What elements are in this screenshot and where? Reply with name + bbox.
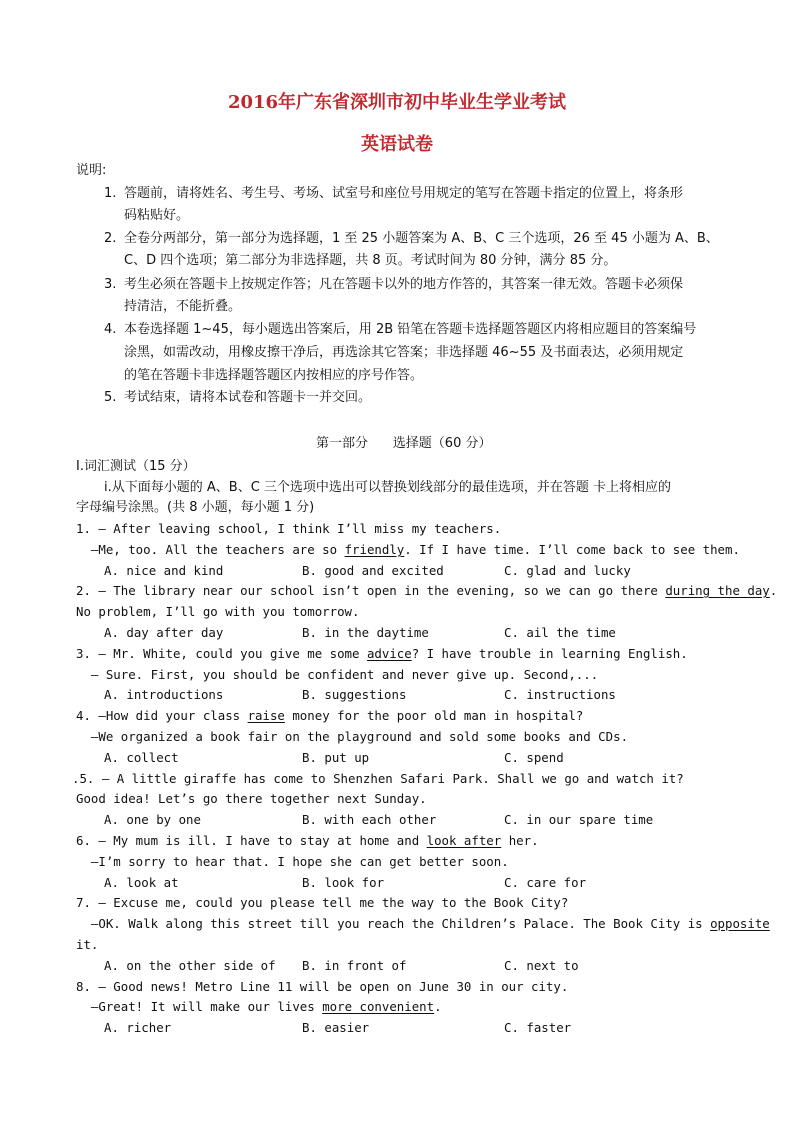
question-response: — Sure. First, you should be confident and never give up. Second,... [76,667,599,682]
option-b: B. with each other [302,812,437,827]
question-stem: 4. —How did your class raise money for the poor old man in hospital? [76,708,584,723]
option-a: A. nice and kind [104,563,224,578]
underlined-word: more convenient [322,999,435,1014]
underlined-word: advice [366,646,412,661]
question-stem: 6. — My mum is ill. I have to stay at home and look after her. [76,833,539,848]
option-b: B. in front of [302,958,407,973]
option-c: C. faster [504,1020,572,1035]
question-response: —OK. Walk along this street till you reach the Children’s Palace. The Book City is opposite [76,916,770,931]
part-heading: 第一部分 选择题（60 分） [316,436,492,451]
question-response: No problem, I’ll go with you tomorrow. [76,604,360,619]
underlined-word: friendly [344,542,405,557]
option-c: C. spend [504,750,564,765]
option-b: B. easier [302,1020,370,1035]
question-stem: 1. — After leaving school, I think I’ll miss my teachers. [76,521,502,536]
instruction-text: 考生必须在答题卡上按规定作答；凡在答题卡以外的地方作答的，其答案一律无效。答题卡必须保 [124,277,684,292]
option-c: C. in our spare time [504,812,654,827]
question-stem: 7. — Excuse me, could you please tell me the way to the Book City? [76,895,569,910]
underlined-word: opposite [710,916,770,931]
instructions-label: 说明: [76,163,107,178]
question-response: —We organized a book fair on the playground and sold some books and CDs. [76,729,629,744]
option-a: A. collect [104,750,179,765]
option-c: C. instructions [504,687,616,702]
option-c: C. ail the time [504,625,616,640]
question-response: Good idea! Let’s go there together next Sunday. [76,791,427,806]
underlined-word: during the day [665,583,770,598]
option-b: B. put up [302,750,370,765]
instruction-text: 涂黑，如需改动，用橡皮擦干净后，再选涂其它答案；非选择题 46~55 及书面表达，必须用规定 [124,345,684,360]
question-response: —Me, too. All the teachers are so friendly. If I have time. I’ll come back to see them. [76,542,740,557]
underlined-word: look after [426,833,502,848]
instruction-text: C、D 四个选项；第二部分为非选择题，共 8 页。考试时间为 80 分钟，满分 85 分。 [124,253,617,268]
instruction-text: 持清洁，不能折叠。 [124,299,242,314]
instruction-number: 1. [104,186,117,201]
question-continuation: it. [76,937,99,952]
section-directions: 字母编号涂黑。(共 8 小题，每小题 1 分) [76,500,315,515]
option-a: A. introductions [104,687,224,702]
instruction-text: 的笔在答题卡非选择题答题区内按相应的序号作答。 [124,368,424,383]
question-stem: 3. — Mr. White, could you give me some advice? I have trouble in learning English. [76,646,688,661]
section-heading: I.词汇测试（15 分） [76,459,196,474]
option-a: A. one by one [104,812,201,827]
question-response: —I’m sorry to hear that. I hope she can get better soon. [76,854,509,869]
exam-subtitle: 英语试卷 [361,134,433,155]
instruction-number: 3. [104,277,117,292]
option-b: B. look for [302,875,385,890]
instruction-text: 本卷选择题 1~45，每小题选出答案后，用 2B 铅笔在答题卡选择题答题区内将相应题目的答案编号 [124,322,697,337]
instruction-number: 5. [104,390,117,405]
exam-title: 2016年广东省深圳市初中毕业生学业考试 [227,92,567,113]
underlined-word: raise [247,708,285,723]
instruction-text: 考试结束，请将本试卷和答题卡一并交回。 [124,390,372,405]
section-directions: i.从下面每小题的 A、B、C 三个选项中选出可以替换划线部分的最佳选项，并在答题 卡上将相应的 [104,480,672,495]
instruction-text: 码粘贴好。 [124,208,190,223]
option-a: A. on the other side of [104,958,276,973]
option-a: A. day after day [104,625,224,640]
option-c: C. care for [504,875,587,890]
question-stem: 2. — The library near our school isn’t open in the evening, so we can go there during the day. [76,583,778,598]
option-c: C. glad and lucky [504,563,631,578]
option-b: B. good and excited [302,563,444,578]
option-a: A. richer [104,1020,172,1035]
option-b: B. in the daytime [302,625,429,640]
option-b: B. suggestions [302,687,407,702]
option-a: A. look at [104,875,179,890]
instruction-number: 2. [104,231,117,246]
option-c: C. next to [504,958,579,973]
instruction-text: 全卷分两部分，第一部分为选择题，1 至 25 小题答案为 A、B、C 三个选项，26 至 45 小题为 A、B、 [124,231,719,246]
question-stem: .5. — A little giraffe has come to Shenzhen Safari Park. Shall we go and watch it? [72,771,684,786]
instruction-number: 4. [104,322,117,337]
question-stem: 8. — Good news! Metro Line 11 will be open on June 30 in our city. [76,979,569,994]
instruction-text: 答题前，请将姓名、考生号、考场、试室号和座位号用规定的笔写在答题卡指定的位置上，将条形 [124,186,684,201]
question-response: —Great! It will make our lives more convenient. [76,999,442,1014]
